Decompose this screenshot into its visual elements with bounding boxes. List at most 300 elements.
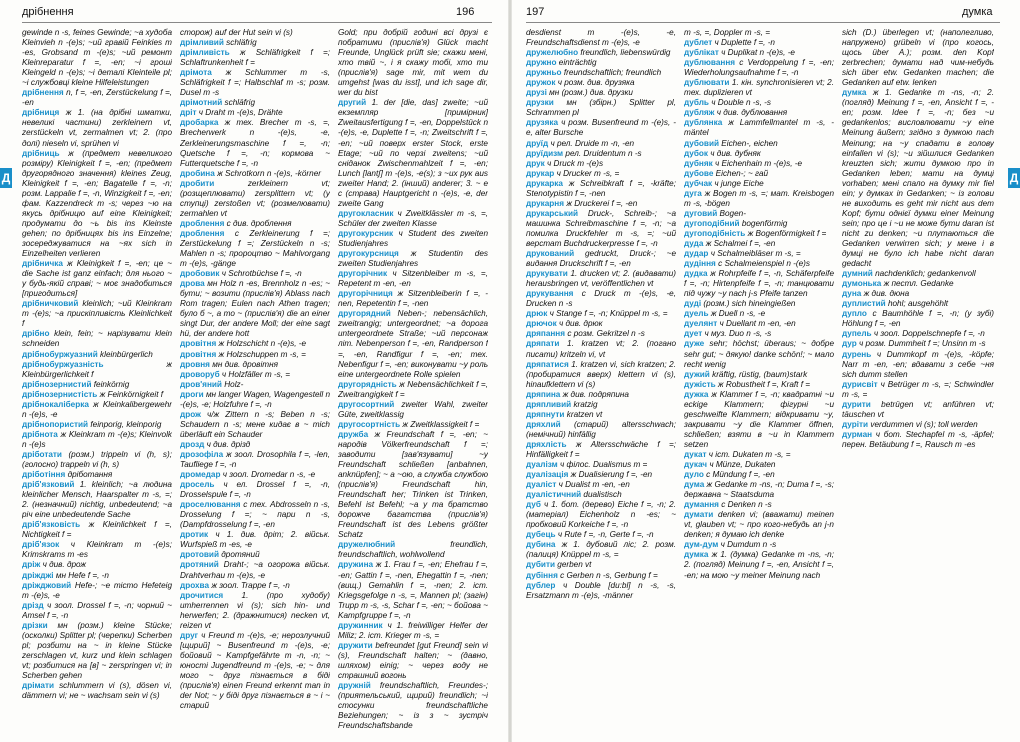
- dictionary-entry: [842, 420, 994, 430]
- entry-headword: дуді: [684, 299, 702, 309]
- entry-definition: мн (збірн.) Splitter pl, Schrammen pl: [526, 98, 676, 118]
- entry-headword: друїд: [526, 138, 549, 148]
- entry-definition: ч Freund m -(e)s, -e; нерозлучний [щирий] ~ Busenfreund m -(e)s, -e; бойовий ~ Kampfgefährte m -n, -n; ~ юності Jugendfreund m -(e)s, -e; ~ для мого ~ друг пізнається в біді (прислів'я) einen Freund erkennt man in der Not; ~ у біді друг пізнається в ~ і ~ старий: [180, 630, 330, 711]
- entry-definition: ч філос. Dualismus m =: [559, 460, 648, 470]
- dictionary-entry: [842, 329, 994, 339]
- entry-definition: ч Double [du:bl] n -s, -s, Ersatzmann m -(e)s, -männer: [526, 580, 676, 600]
- dictionary-entry: [684, 179, 834, 189]
- entry-headword: дугоподібний: [684, 218, 740, 228]
- entry-headword: дружньо: [526, 68, 562, 78]
- entry-definition: kratzen vt: [566, 409, 603, 419]
- entry-definition: мн див. дровітня: [212, 359, 278, 369]
- right-thumb-index-tab: Д: [1008, 168, 1020, 188]
- entry-headword: дужий: [684, 369, 710, 379]
- entry-definition: ч іст. Dukaten m -s, =: [708, 449, 791, 459]
- dictionary-entry: [684, 209, 834, 219]
- dictionary-entry: [526, 209, 676, 249]
- entry-headword: дубове: [684, 168, 714, 178]
- entry-definition: schläfrig: [226, 38, 257, 48]
- entry-definition: n, f =, -en, Zerstückelung f =, -en: [22, 88, 172, 108]
- entry-headword: дрімливий: [180, 38, 224, 48]
- dictionary-entry: [684, 480, 834, 500]
- dictionary-entry: [180, 550, 330, 560]
- dictionary-entry: [684, 299, 834, 309]
- dictionary-entry: [180, 219, 330, 229]
- dictionary-entry: [180, 169, 330, 179]
- entry-definition: ч зоол. Drossel f =, -n; чорний ~ Amsel f =, -n: [22, 600, 172, 620]
- entry-definition: ж зоол. Drosophila f =, -len, Taufliege f =, -n: [180, 449, 330, 470]
- entry-headword: дров'яний: [180, 379, 222, 389]
- entry-headword: друзки: [526, 98, 554, 108]
- entry-definition: sich (D.) überlegen vt; (наполегливо, напружено) grübeln vi (про когось, щось über A.); розм. den Kopf zerbrechen; думати над чим-небудь sich über etw. Gedanken machen; die Gedanken auf etw. lenken: [842, 28, 994, 88]
- dictionary-entry: [526, 571, 676, 581]
- entry-definition: ч 1. див. дріт; 2. військ. Wurfspieß m -es, -e: [180, 530, 330, 550]
- entry-headword: другосортний: [338, 399, 395, 409]
- entry-definition: betrügen vt; anführen vt; täuschen vt: [842, 399, 994, 419]
- dictionary-entry: [526, 470, 676, 480]
- entry-headword: дріж: [22, 560, 41, 570]
- dictionary-entry: [180, 28, 330, 38]
- right-column-3: [842, 28, 994, 734]
- entry-definition: ж Gedanke m -ns, -n; Duma f =, -s; державна ~ Staatsduma: [684, 480, 834, 500]
- entry-definition: ж Rohrpfeife f =, -n, Schäferpfeife f =, -n; Hirtenpfeife f =, -n; танцювати під чужу ~у nach j-s Pfeife tanzen: [684, 269, 834, 299]
- dictionary-entry: [180, 500, 330, 530]
- right-page-number: 197: [526, 6, 545, 18]
- entry-definition: ж Druckerei f =, -en: [566, 198, 638, 208]
- entry-headword: дробити: [180, 178, 215, 188]
- dictionary-entry: [526, 460, 676, 470]
- entry-definition: ж Freundschaft f =, -en; ~ народів Völkerfreundschaft f =; заводити [зав'язувати] ~у Freundschaft schließen [anbahnen, anknüpfen]; ~ а ~ою, а служба службою (прислів'я) Freundschaft hin, Freundschaft her; Trinken ist Trinken, Befehl ist Befehl; ~а у та братство дорожче багатства (прислів'я) Freundschaft ist des Lebens größter Schatz: [338, 429, 488, 540]
- dictionary-entry: [842, 380, 994, 400]
- entry-definition: ж див. подряпина: [562, 389, 629, 399]
- entry-definition: ч розм. Dummheit f =; Unsinn m -s: [859, 339, 986, 349]
- entry-headword: дрімати: [22, 681, 55, 691]
- entry-definition: 1. kleinlich; ~а людина kleinlicher Mensch, Haarspalter m -s, =; 2. (незначний) nichtig, unbedeutend; ~а річ eine unbedeutende Sache: [22, 480, 172, 520]
- entry-definition: verdummen vi (s); toll werden: [870, 419, 978, 429]
- dictionary-entry: [526, 48, 676, 58]
- dictionary-entry: [22, 681, 172, 701]
- entry-definition: ж (предмет невеликого розміру) Kleinigkeit f =, -en; (предмет другорядного значення) kleines Zeug, Kleinigkeit f =, -en; Bagatelle f =, -n; розм. Lappalie f =, -n, Winzigkeit f =, -en; фам. Kazzendreck m -s; через ~ю на якусь дрібницю auf eine Kleinigkeit; продумати до ~ь bis ins Kleinste gehen; по дрібницях bis ins Einzelne; зосереджуватися на ~ях sich in Einzelheiten verlieren: [22, 148, 172, 259]
- entry-definition: ж зоол. Trappe f =, -n: [211, 580, 290, 590]
- dictionary-entry: [180, 48, 330, 68]
- entry-headword: дряпання: [526, 329, 566, 339]
- entry-headword: дроблення: [180, 218, 225, 228]
- entry-headword: дрозофіла: [180, 449, 224, 459]
- entry-definition: befreundet [gut Freund] sein vi (s), Freundschaft halten; ~ (давно, шляхом) einig; ~ через воду не страшний вогонь: [338, 640, 488, 680]
- entry-definition: ч зоол. Doppelschnepfe f =, -n: [873, 329, 985, 339]
- dictionary-entry: [684, 229, 834, 239]
- entry-definition: ж Schlummer m -s, Schläfrigkeit f =; Halbschlaf m -s; розм. Dusel m -s: [180, 68, 330, 98]
- dictionary-entry: [180, 450, 330, 470]
- entry-headword: дрова: [180, 279, 205, 289]
- entry-headword: дубити: [526, 560, 555, 570]
- entry-definition: ч Druck m -(e)s: [547, 158, 604, 168]
- entry-headword: дукач: [684, 460, 708, 470]
- dictionary-entry: [180, 370, 330, 380]
- entry-headword: дрібнобуржуазний: [22, 349, 98, 359]
- entry-headword: друкувати: [526, 269, 568, 279]
- entry-headword: дуже: [684, 339, 705, 349]
- entry-headword: другокласник: [338, 208, 394, 218]
- dictionary-entry: [338, 681, 488, 731]
- dictionary-entry: [526, 149, 676, 159]
- entry-headword: думний: [842, 269, 873, 279]
- entry-headword: дружелюбно: [526, 48, 579, 58]
- dictionary-entry: [684, 470, 834, 480]
- entry-definition: ч див. дрізд: [206, 439, 251, 449]
- dictionary-entry: [338, 269, 488, 289]
- dictionary-entry: [338, 641, 488, 681]
- entry-headword: дуалістичний: [526, 490, 582, 500]
- dictionary-entry: [526, 560, 676, 570]
- entry-definition: Holz-: [224, 379, 244, 389]
- dictionary-entry: [526, 269, 676, 289]
- entry-headword: дубляж: [684, 108, 715, 118]
- entry-headword: друк: [526, 158, 545, 168]
- entry-headword: дріб'язок: [22, 540, 60, 550]
- entry-headword: дудка: [684, 269, 708, 279]
- entry-definition: schlummern vi (s), dösen vi, dämmern vi; не ~ wachsam sein vi (s): [22, 681, 172, 701]
- entry-definition: ч див. дрож: [42, 560, 87, 570]
- dictionary-entry: [22, 420, 172, 430]
- entry-definition: с розм. Gekritzel n -s: [567, 329, 645, 339]
- entry-definition: ч ел. Drossel f =, -n, Drosselspule f =, -n: [180, 480, 330, 500]
- entry-definition: gerben vt: [557, 560, 592, 570]
- entry-definition: (старий) altersschwach; (немічний) hinfällig: [526, 419, 676, 439]
- dictionary-entry: [842, 299, 994, 309]
- entry-definition: kleinlich; ~ий Kleinkram m -(e)s; ~а прискіпливість Kleinlichkeit f: [22, 299, 172, 329]
- entry-headword: думка: [842, 88, 867, 98]
- entry-headword: дружба: [338, 429, 369, 439]
- entry-headword: друкарка: [526, 178, 563, 188]
- entry-headword: друкарня: [526, 198, 565, 208]
- entry-definition: ж Feinkörnigkeit f: [99, 389, 164, 399]
- entry-headword: дублювання: [684, 58, 736, 68]
- dictionary-entry: [684, 219, 834, 229]
- entry-definition: ч Sitzenbleiber m -s, =, Repetent m -en, -en: [338, 269, 488, 289]
- entry-definition: дріботання: [67, 470, 113, 480]
- dictionary-entry: [684, 189, 834, 209]
- entry-headword: дует: [684, 329, 703, 339]
- entry-headword: дроблення: [180, 228, 225, 238]
- entry-definition: ж 1. Gedanke m -ns, -n; 2. (погляд) Meinung f =, -en, Ansicht f =, -en; розм. Idee f =, -n; без ~и gedankenlos; висловлювати ~у eine Meinung äußern; згідно з думкою nach Meinung; на ~у спадати в голову einfallen vi (s); ~и зійшлися Gedanken kreuzten sich; жити думкою про in Gedanken leben; мати на думці vorhaben; мені спало на думку mir fiel ein; у думках in Gedanken; ~ із голови не виходить es geht mir nicht aus dem Kopf; бути однієї думки einer Meinung sein; про це і ~и не може бути daran ist nicht zu denken; ~и плутаються die Gedanken verwirren sich; у мене і в думці не було ich habe nicht daran gedacht: [842, 88, 994, 269]
- entry-headword: дубчак: [684, 178, 713, 188]
- entry-definition: ж Lammfellmantel m -s, -mäntel: [684, 118, 834, 138]
- entry-headword: друїдизм: [526, 148, 564, 158]
- entry-headword: дрізд: [22, 600, 44, 610]
- entry-definition: ж Dualisierung f =, -en: [570, 470, 653, 480]
- entry-definition: 1. kratzen vt; 2. (погано писати) kritzeln vi, vt: [526, 339, 676, 359]
- dictionary-entry: [22, 400, 172, 420]
- entry-headword: дур: [842, 339, 857, 349]
- dictionary-entry: [22, 430, 172, 450]
- entry-definition: с Druck m -(e)s, -e, Drucken n -s: [526, 289, 676, 309]
- entry-headword: дурман: [842, 429, 873, 439]
- entry-headword: дровітня: [180, 349, 217, 359]
- entry-headword: дружелюбний: [338, 540, 396, 550]
- entry-headword: другосортність: [338, 419, 401, 429]
- dictionary-entry: [684, 510, 834, 540]
- entry-headword: дубіння: [526, 570, 558, 580]
- dictionary-entry: [842, 350, 994, 380]
- entry-headword: дубовий: [684, 138, 720, 148]
- dictionary-entry: [180, 179, 330, 219]
- dictionary-entry: [842, 279, 994, 289]
- entry-definition: denken vi; (вважати) meinen vt, glauben vt; ~ про кого-небудь an j-n denken; я думаю ich denke: [684, 510, 834, 540]
- entry-definition: ж Kleinkalibergewehr n -(e)s, -e: [22, 399, 172, 419]
- entry-definition: 1. kratzen vi, sich kratzen; 2. (пробиратися вверх) klettern vi (s), hinaufklettern vi (s): [526, 359, 676, 389]
- left-header-rule: [22, 22, 492, 23]
- dictionary-entry: [526, 319, 676, 329]
- dictionary-entry: [338, 249, 488, 269]
- dictionary-entry: [526, 420, 676, 440]
- entry-definition: с Baumhöhle f =, -n; (у зубі) Höhlung f =, -en: [842, 309, 994, 329]
- entry-definition: Bogen-: [719, 208, 746, 218]
- entry-definition: zweiter Wahl, zweiter Güte, zweitklassig: [338, 399, 488, 419]
- dictionary-entry: [684, 239, 834, 249]
- entry-headword: другокурсник: [338, 228, 394, 238]
- dictionary-entry: [526, 309, 676, 319]
- entry-definition: ч Duellant m -en, -en: [719, 319, 796, 329]
- left-column-3: [338, 28, 488, 734]
- entry-definition: ж Klammer f =, -n; квадратні ~и eckige Klammern; фігурні ~и geschweifte Klammern; відкривати ~у, закривати ~у die Klammer öffnen, schließen; взяти в ~и in Klammern setzen: [684, 389, 834, 449]
- entry-definition: ж Altersschwäche f =; Hinfälligkeit f =: [526, 439, 676, 459]
- entry-headword: дружно: [526, 58, 557, 68]
- entry-definition: ч Dumdum n -s: [720, 540, 777, 550]
- entry-headword: дружній: [338, 681, 371, 691]
- entry-headword: дуріти: [842, 419, 869, 429]
- dictionary-entry: [526, 169, 676, 179]
- entry-definition: freundschaftlich; freundlich: [563, 68, 662, 78]
- entry-definition: с Zerkleinerung f =; Zerstückelung f =; Zerstückeln n -s; Mahlen n -s; пророцтво ~ Mahlvorgang m -(e)s, -gänge: [180, 228, 330, 269]
- dictionary-entry: [684, 108, 834, 118]
- entry-definition: ж Kleinlichkeit f =, Nichtigkeit f =: [22, 520, 172, 540]
- entry-headword: дуда: [684, 238, 704, 248]
- entry-headword: дуель: [684, 309, 709, 319]
- entry-headword: дупель: [842, 329, 872, 339]
- entry-definition: ж Bogen m -s, =; мат. Kreisbogen m -s, -bögen: [684, 188, 834, 208]
- dictionary-entry: [684, 460, 834, 470]
- entry-definition: ж Holzschicht n -(e)s, -e: [218, 339, 307, 349]
- dictionary-entry: [684, 159, 834, 169]
- entry-headword: дурень: [842, 349, 872, 359]
- dictionary-entry: [22, 480, 172, 520]
- entry-definition: ч Rute f =, -n, Gerte f =, -n: [557, 530, 654, 540]
- dictionary-entry: [22, 601, 172, 621]
- entry-definition: hohl; ausgehöhlt: [887, 299, 949, 309]
- entry-definition: с Denken n -s: [721, 500, 772, 510]
- dictionary-entry: [842, 339, 994, 349]
- entry-headword: дуалізація: [526, 470, 569, 480]
- dictionary-entry: [180, 269, 330, 279]
- dictionary-entry: [684, 48, 834, 58]
- entry-definition: ч Dualist m -en, -en: [558, 480, 630, 490]
- entry-definition: bogenförmig: [741, 218, 788, 228]
- dictionary-entry: [842, 88, 994, 269]
- entry-headword: дружина: [338, 560, 374, 570]
- entry-headword: друзяка: [526, 118, 559, 128]
- entry-definition: ч Drucker m -s, =: [556, 168, 620, 178]
- entry-headword: дуга: [684, 188, 702, 198]
- dictionary-entry: [684, 118, 834, 138]
- entry-headword: дружити: [338, 640, 373, 650]
- dictionary-entry: [338, 621, 488, 641]
- entry-definition: kräftig, rüstig, (baum)stark: [712, 369, 808, 379]
- entry-definition: ж Schalmei f =, -en: [705, 238, 776, 248]
- entry-headword: дрібно: [22, 329, 50, 339]
- entry-definition: ч 1. freiwilliger Helfer der Miliz; 2. іст. Krieger m -s, =: [338, 620, 488, 640]
- entry-definition: мн (розм.) kleine Stücke; (осколки) Splitter pl; (черепки) Scherben pl; розбити на ~ in kleine Stücke zerschlagen vt, kurz und klein schlagen vt; розбитися на [в] ~ zerspringen vi; in Scherben gehen: [22, 620, 172, 680]
- dictionary-entry: [22, 380, 172, 390]
- entry-definition: ч Münze, Dukaten: [709, 460, 776, 470]
- entry-definition: ч Student des zweiten Studienjahres: [338, 228, 488, 248]
- dictionary-entry: [526, 530, 676, 540]
- dictionary-entry: [180, 631, 330, 711]
- dictionary-entry: [22, 149, 172, 260]
- dictionary-entry: [338, 400, 488, 420]
- dictionary-entry: [526, 500, 676, 530]
- entry-headword: дрібнозернистість: [22, 389, 98, 399]
- dictionary-entry: [842, 309, 994, 329]
- entry-definition: feinkörnig: [93, 379, 130, 389]
- entry-definition: einträchtig: [558, 58, 597, 68]
- entry-definition: freundschaftlich, Freundes-; (приятельський, щирий) freundlich; ~і стосунки freundschaftliche Beziehungen; ~ із з ~ зустріч Freundschaftsbande: [338, 681, 488, 731]
- entry-definition: ч див. дубняк: [710, 148, 761, 158]
- dictionary-entry: [684, 58, 834, 78]
- entry-headword: дуговий: [684, 208, 718, 218]
- entry-definition: gedruckt, Druck-; ~е видання Druckschrift f =, -en: [526, 249, 676, 269]
- entry-headword: дружинник: [338, 620, 383, 630]
- entry-definition: ж Schläfrigkeit f =; Schlaftrunkenheit f =: [180, 48, 330, 68]
- entry-headword: дублер: [526, 580, 556, 590]
- entry-definition: с Mündung f =, -en: [706, 470, 775, 480]
- book-gutter: [508, 0, 512, 742]
- dictionary-entry: [684, 169, 834, 179]
- entry-definition: Eichen-; ~ гай: [715, 168, 769, 178]
- entry-definition: мн (розм.) див. друзки: [549, 88, 633, 98]
- left-column-1: [22, 28, 172, 734]
- entry-definition: ж Holzschuppen m -s, =: [218, 349, 306, 359]
- entry-headword: дуелянт: [684, 319, 718, 329]
- dictionary-entry: [684, 540, 834, 550]
- entry-headword: дромедар: [180, 470, 221, 480]
- entry-headword: друг: [180, 630, 199, 640]
- entry-headword: думати: [684, 510, 714, 520]
- dictionary-entry: [526, 58, 676, 68]
- entry-definition: Druck-, Schreib-; ~а машинка Schreibmaschine f =, -n; ~а помилка Druckfehler m -s, =; ~ий верстат Buchdruckerpresse f =, -n: [526, 208, 676, 248]
- dictionary-entry: [684, 149, 834, 159]
- dictionary-entry: [22, 299, 172, 329]
- entry-headword: другий: [338, 98, 367, 108]
- dictionary-entry: [684, 370, 834, 380]
- dictionary-entry: [22, 571, 172, 581]
- entry-definition: zerkleinern vt; (розщеплювати) zersplittern vt; (у ступці) zerstoßen vt; (розмелювати) zermahlen vt: [180, 178, 330, 218]
- dictionary-entry: [526, 329, 676, 339]
- entry-headword: дупло: [842, 309, 867, 319]
- entry-headword: думання: [684, 500, 719, 510]
- dictionary-entry: [22, 329, 172, 349]
- entry-headword: дротовий: [180, 550, 219, 560]
- entry-definition: ч муз. Duo n -s, -s: [704, 329, 772, 339]
- dictionary-entry: [842, 400, 994, 420]
- entry-definition: ж Duell n -s, -e: [710, 309, 766, 319]
- dictionary-entry: [180, 98, 330, 108]
- entry-headword: дріб'язковість: [22, 520, 81, 530]
- entry-definition: 1. кін. synchronisieren vt; 2. тех. duplizieren vt: [684, 78, 834, 98]
- dictionary-entry: [338, 420, 488, 430]
- entry-definition: ч Holzfäller m -s, =: [221, 369, 291, 379]
- entry-definition: с Gerben n -s, Gerbung f =: [560, 570, 658, 580]
- entry-definition: ч Betrüger m -s, =; Schwindler m -s, =: [842, 379, 994, 399]
- dictionary-entry: [180, 390, 330, 410]
- entry-headword: дубль: [684, 98, 709, 108]
- entry-definition: ч Zweitklässler m -s, =, Schüler der zweiten Klasse: [338, 208, 488, 228]
- entry-definition: freundlich, liebenswürdig: [580, 48, 671, 58]
- right-header-rule: [526, 22, 1000, 23]
- dictionary-entry: [338, 309, 488, 379]
- entry-definition: ч див. дублювання: [716, 108, 788, 118]
- dictionary-entry: [180, 68, 330, 98]
- dictionary-entry: [22, 88, 172, 108]
- dictionary-entry: [526, 480, 676, 490]
- entry-definition: ч рел. Druide m -n, -en: [550, 138, 635, 148]
- entry-headword: дрібничка: [22, 259, 63, 269]
- entry-definition: dualistisch: [583, 490, 622, 500]
- entry-definition: ж пестл. Gedanke: [883, 279, 954, 289]
- dictionary-entry: [338, 28, 488, 98]
- entry-headword: дробовик: [180, 269, 220, 279]
- dictionary-entry: [22, 450, 172, 470]
- entry-definition: Draht-; ~а огорожа військ. Drahtverhau m -(e)s, -e: [180, 560, 330, 580]
- dictionary-entry: [180, 108, 330, 118]
- entry-definition: ч див. дрюк: [559, 319, 603, 329]
- entry-definition: freundlich, freundschaftlich, wohlwollend: [338, 540, 488, 560]
- entry-headword: дровня: [180, 359, 210, 369]
- dictionary-entry: [526, 540, 676, 560]
- entry-headword: дукат: [684, 449, 707, 459]
- dictionary-entry: [180, 410, 330, 440]
- dictionary-entry: [526, 68, 676, 78]
- entry-headword: дряхлість: [526, 439, 567, 449]
- entry-definition: gewinde n -s, feines Gewinde; ~а худоба Kleinvieh n -(e)s; ~ий гравій Feinkies m -es, Grobsand m -(e)s; ~ий ремонт Kleinreparatur f =, -en; ~і гроші Kleingeld n -(e)s; ~і деталі Kleinteile pl; ~і службовці kleine Hilfeleistungen: [22, 28, 172, 88]
- entry-headword: дрібнокаліберка: [22, 399, 89, 409]
- entry-headword: дротяний: [180, 560, 219, 570]
- left-page-number: 196: [456, 6, 475, 18]
- dictionary-entry: [526, 390, 676, 400]
- dictionary-entry: [180, 470, 330, 480]
- entry-headword: дуна: [842, 289, 862, 299]
- entry-headword: дужка: [684, 389, 709, 399]
- dictionary-entry: [22, 350, 172, 360]
- entry-headword: дуб: [526, 500, 541, 510]
- entry-definition: ж 1. (на дрібні шматки, невеликі частини) zerkleinern vt, zerstückeln vt, zermalmen vt; 2. (про долі) nieseln vi, sprühen vi: [22, 108, 172, 148]
- entry-definition: nachdenklich; gedankenvoll: [875, 269, 976, 279]
- entry-headword: другорічниця: [338, 289, 393, 299]
- entry-headword: дума: [684, 480, 705, 490]
- dictionary-entry: [526, 139, 676, 149]
- entry-headword: дряпнути: [526, 409, 565, 419]
- entry-definition: ж Bogenförmigkeit f =: [747, 228, 827, 238]
- entry-definition: мн Holz n -es, Brennholz n -es; ~ бути; ~ возити (прислів'я) Ablass nach Rom tragen; Eulen nach Athen tragen; було б ~, а то ~ (прислів'я) die an einer singt Dur, der andere Moll; der eine sagt hü, der andere hott: [180, 279, 330, 339]
- dictionary-entry: [526, 118, 676, 138]
- dictionary-entry: [180, 360, 330, 370]
- entry-definition: мн langer Wagen, Wagengestell n -(e)s, -e; Holzfuhre f =, -n: [180, 389, 330, 409]
- dictionary-entry: [526, 159, 676, 169]
- entry-headword: дріжджовий: [22, 580, 72, 590]
- entry-definition: ч Draht m -(e)s, Drähte: [198, 108, 283, 118]
- dictionary-entry: [526, 360, 676, 390]
- entry-headword: думка: [684, 550, 709, 560]
